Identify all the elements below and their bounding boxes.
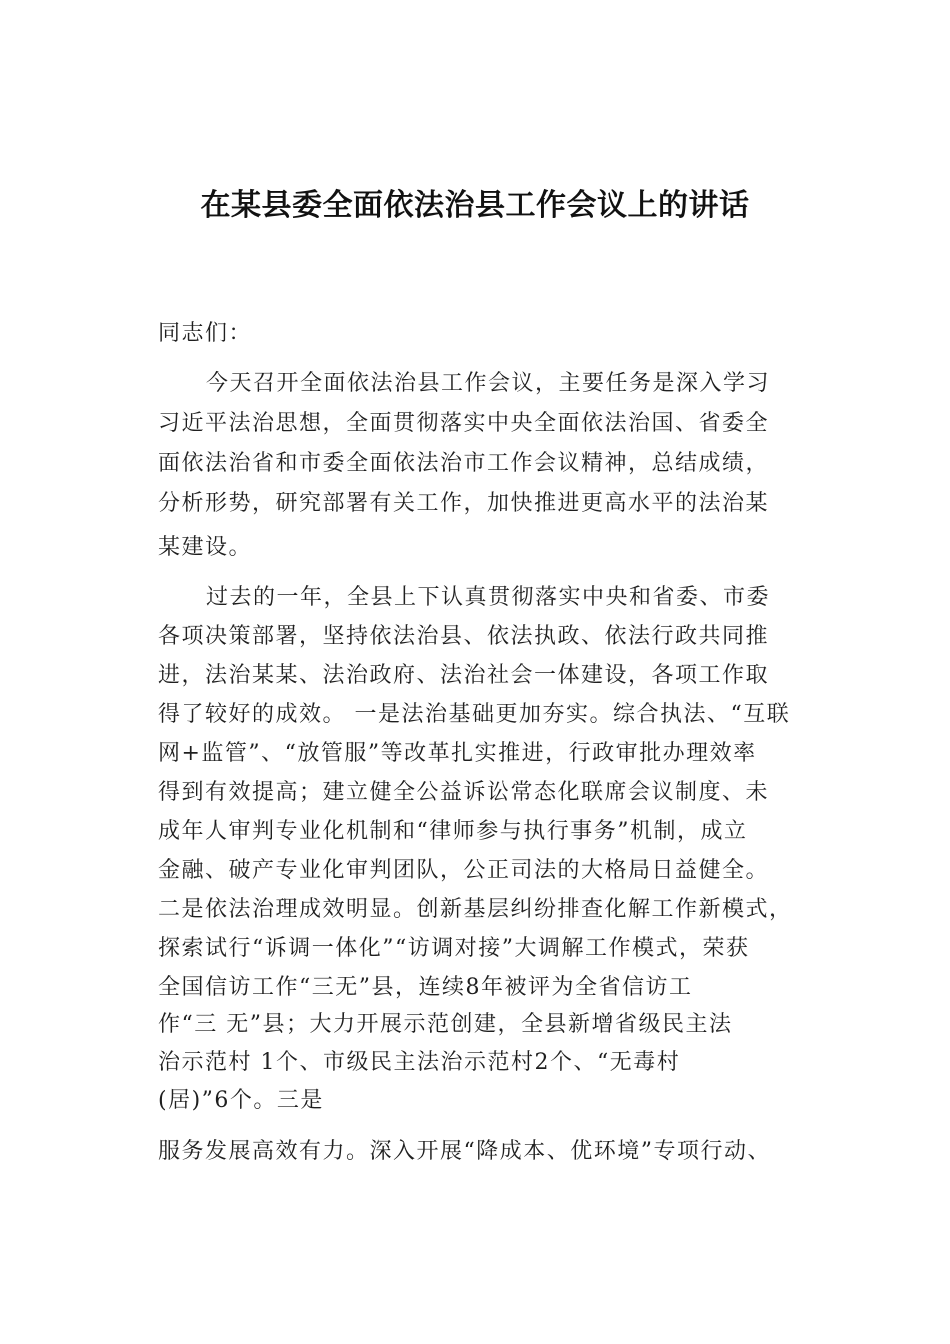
paragraph-line: 过去的一年，全县上下认真贯彻落实中央和省委、市委 <box>206 585 771 610</box>
paragraph-line: 面依法治省和市委全面依法治市工作会议精神，总结成绩， <box>158 451 770 476</box>
paragraph-line: 全国信访工作“三无”县，连续8年被评为全省信访工 <box>158 975 693 1000</box>
paragraph-line: 各项决策部署，坚持依法治县、依法执政、依法行政共同推 <box>158 624 770 649</box>
paragraph-line: 网+监管”、“放管服”等改革扎实推进，行政审批办理效率 <box>158 741 757 766</box>
paragraph-line: 金融、破产专业化审判团队，公正司法的大格局日益健全。 <box>158 858 770 883</box>
paragraph-line: 得到有效提高；建立健全公益诉讼常态化联席会议制度、未 <box>158 780 770 805</box>
paragraph-review <box>158 578 830 1007</box>
paragraph-line: 分析形势，研究部署有关工作，加快推进更高水平的法治某 <box>158 491 770 516</box>
paragraph-line: 成年人审判专业化机制和“律师参与执行事务”机制，成立 <box>158 819 748 844</box>
paragraph-line: 服务发展高效有力。深入开展“降成本、优环境”专项行动、 <box>158 1139 771 1164</box>
paragraph-line: 探索试行“诉调一体化”“访调对接”大调解工作模式，荣获 <box>158 936 750 961</box>
paragraph-line: 治示范村 1个、市级民主法治示范村2个、“无毒村 <box>158 1050 681 1075</box>
paragraph-line: (居)”6个。三是 <box>158 1088 324 1113</box>
paragraph-line: 作“三 无”县；大力开展示范创建，全县新增省级民主法 <box>158 1012 733 1037</box>
paragraph-intro <box>158 364 830 524</box>
paragraph-intro-last-line: 某建设。 <box>158 535 253 560</box>
paragraph-line: 二是依法治理成效明显。创新基层纠纷排查化解工作新模式， <box>158 897 793 922</box>
paragraph-line: 得了较好的成效。 一是法治基础更加夯实。综合执法、“互联 <box>158 702 791 727</box>
paragraph-line: 进，法治某某、法治政府、法治社会一体建设，各项工作取 <box>158 663 770 688</box>
salutation: 同志们： <box>158 321 253 346</box>
paragraph-line: 今天召开全面依法治县工作会议，主要任务是深入学习 <box>206 371 771 396</box>
paragraph-line: 习近平法治思想，全面贯彻落实中央全面依法治国、省委全 <box>158 411 770 436</box>
paragraph-review-continued <box>158 1006 830 1120</box>
paragraph-service <box>158 1136 830 1168</box>
document-title: 在某县委全面依法治县工作会议上的讲话 <box>200 188 750 223</box>
